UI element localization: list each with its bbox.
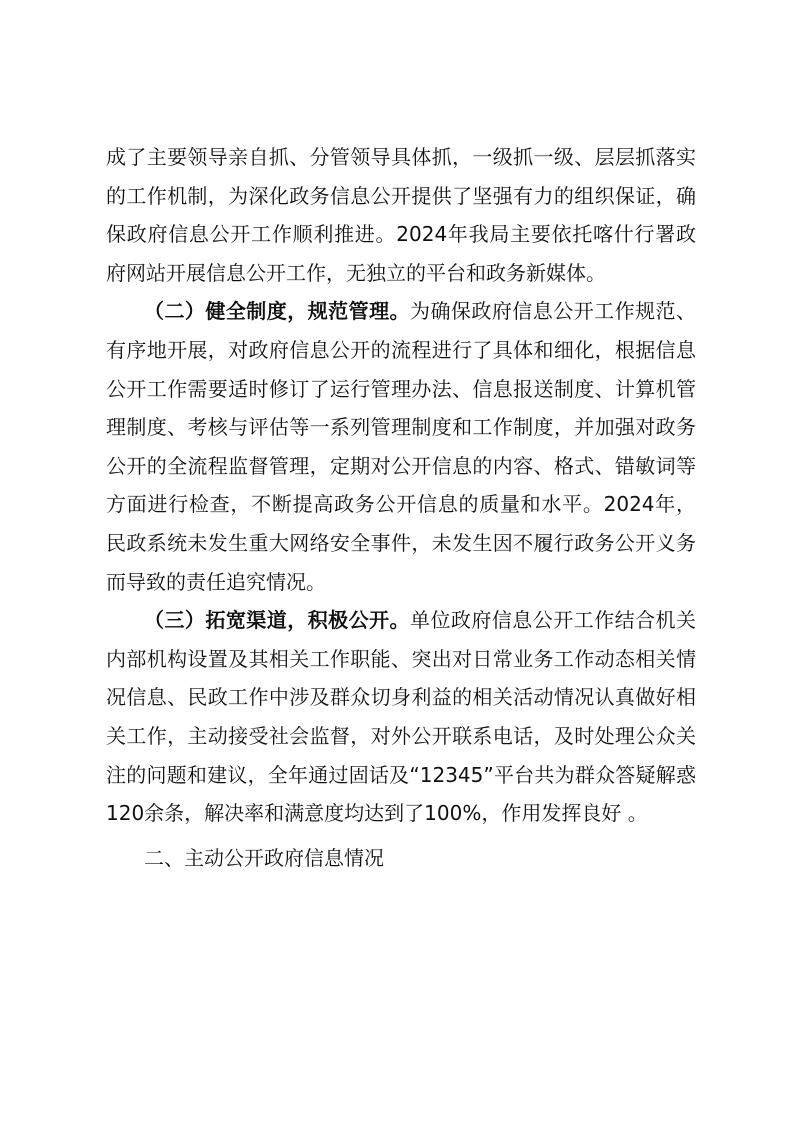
paragraph-channels (106, 601, 696, 833)
section-heading: 二、主动公开政府信息情况 (144, 845, 384, 870)
paragraph-text: 为确保政府信息公开工作规范、有序地开展，对政府信息公开的流程进行了具体和细化，根据信息公开工作需要适时修订了运行管理办法、信息报送制度、计算机管理制度、考核与评估等一系列管理制度和工作制度，并加强对政务公开的全流程监督管理，定期对公开信息的内容、格式、错敏词等方面进行检查，不断提高政务公开信息的质量和水平。2024年，民政系统未发生重大网络安全事件，未发生因不履行政务公开义务而导致的责任追究情况。 (106, 299, 696, 594)
paragraph-text: 成了主要领导亲自抓、分管领导具体抓，一级抓一级、层层抓落实的工作机制，为深化政务信息公开提供了坚强有力的组织保证，确保政府信息公开工作顺利推进。2024年我局主要依托喀什行署政府网站开展信息公开工作，无独立的平台和政务新媒体。 (106, 145, 696, 285)
paragraph-lead-heading: （三）拓宽渠道，积极公开。 (144, 608, 410, 633)
paragraph-institution (106, 292, 696, 601)
paragraph-text: 单位政府信息公开工作结合机关内部机构设置及其相关工作职能、突出对日常业务工作动态相关情况信息、民政工作中涉及群众切身利益的相关活动情况认真做好相关工作，主动接受社会监督，对外公开联系电话，及时处理公众关注的问题和建议，全年通过固话及“12345”平台共为群众答疑解惑120余条，解决率和满意度均达到了100%，作用发挥良好 。 (106, 608, 696, 826)
paragraph-continuation (106, 138, 696, 292)
document-body (106, 138, 696, 877)
paragraph-lead-heading: （二）健全制度，规范管理。 (144, 299, 410, 324)
